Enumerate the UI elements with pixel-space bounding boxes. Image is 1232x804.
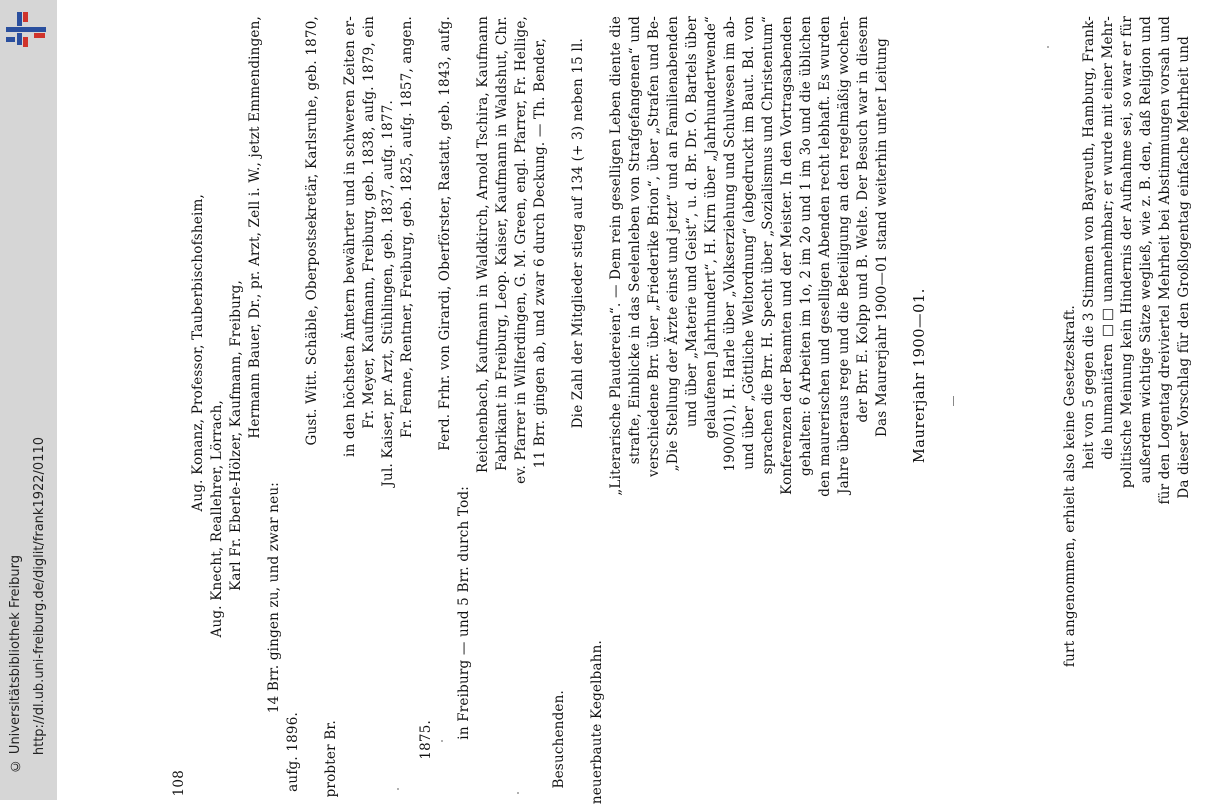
text-line: „Literarische Plaudereien“. — Dem rein geselligen Leben diente die [608,16,624,496]
list-item: Karl Fr. Eberle-Hölzer, Kaufmann, Freiburg, [228,280,244,591]
text-line: die humanitären □□ unannehmbar; er wurde mit einer Mehr- [1100,16,1116,460]
text-line: „Die Stellung der Ärzte einst und jetzt“ und an Familienabenden [665,16,681,472]
list-item: 1875. [418,720,434,760]
list-item: in den höchsten Ämtern bewährter und in schweren Zeiten er- [342,16,358,457]
library-logo [4,10,48,50]
text-line: außerdem wichtige Sätze wegließ, wie z. B. den, daß Religion und [1138,16,1154,484]
text-line: neuerbaute Kegelbahn. [589,640,605,804]
text-line: Fabrikant in Freiburg, Leop. Kaiser, Kaufmann in Waldshut, Chr. [494,16,510,471]
text-line: den maurerischen und geselligen Abenden recht lebhaft. Es wurden [817,16,833,497]
section-heading: Maurerjahr 1900—01. [912,288,928,464]
text-line: Besuchenden. [551,690,567,789]
text-line: politische Meinung kein Hindernis der Aufnahme sei, so war er für [1119,16,1135,489]
text-line: heit von 5 gegen die 3 Stimmen von Bayreuth, Hamburg, Frank- [1081,16,1097,470]
scan-speck [1047,46,1049,48]
text-line: Die Zahl der Mitglieder stieg auf 134 (+ 3) neben 15 ll. [570,38,586,429]
text-line: sprachen die Brr. H. Specht über „Sozialismus und Christentum“ [760,16,776,475]
list-item: Fr. Meyer, Kaufmann, Freiburg, geb. 1838, aufg. 1879, ein [361,16,377,429]
list-item: Ferd. Frhr. von Girardi, Oberförster, Rastatt, geb. 1843, aufg. [437,16,453,451]
scan-speck [517,792,519,794]
list-item: Jul. Kaiser, pr. Arzt, Stühlingen, geb. 1837, aufg. 1877. [380,100,396,487]
text-line: und über „Göttliche Weltordnung“ (abgedruckt im Baut. Bd. von [741,16,757,470]
text-line: der Brr. E. Kolpp und B. Welte. Der Besuch war in diesem [855,16,871,423]
text-line: gelaufenen Jahrhundert“, H. Kirn über „Jahrhundertwende“ [703,16,719,439]
text-line: furt angenommen, erhielt also keine Gesetzeskraft. [1062,305,1078,668]
text-line: 1900/01), H. Harle über „Volkserziehung und Schulwesen im ab- [722,16,738,472]
list-item: Gust. Witt. Schäble, Oberpostsekretär, Karlsruhe, geb. 1870, [304,16,320,446]
list-item: Aug. Knecht, Reallehrer, Lörrach, [209,400,225,638]
list-item: probter Br. [323,720,339,798]
list-item: Aug. Konanz, Professor, Tauberbischofsheim, [190,194,206,512]
text-line: und über „Materie und Geist“, u. d. Br. Dr. O. Bartels über [684,16,700,428]
list-item: Hermann Bauer, Dr., pr. Arzt, Zell i. W., jetzt Emmendingen, [247,16,263,439]
copyright-notice: © Universitätsbibliothek Freiburg [8,555,23,774]
list-item: Fr. Fenne, Rentner, Freiburg, geb. 1825, aufg. 1857, angen. [399,16,415,439]
scan-speck [397,788,399,790]
text-line: 11 Brr. gingen ab, und zwar 6 durch Deckung. — Th. Bender, [532,38,548,469]
separator-mark [953,396,954,406]
page-number: 108 [171,770,187,797]
text-line: gehalten: 6 Arbeiten im 1o, 2 im 2o und 1 im 3o und die üblichen [798,16,814,476]
text-line: verschiedene Brr. über „Friederike Brion“, über „Strafen und Be- [646,16,662,477]
text-line: Konferenzen der Beamten und der Meister. In den Vortragsabenden [779,16,795,495]
text-line: Jahre überaus rege und die Beteiligung an den regelmäßig wochen- [836,16,852,494]
text-line: Reichenbach, Kaufmann in Waldkirch, Arnold Tschira, Kaufmann [475,16,491,474]
text-line: strafte, Einblicke in das Seelenleben von Strafgefangenen“ und [627,16,643,465]
scan-speck [441,740,443,742]
text-line: für den Logentag dreiviertel Mehrheit bei Abstimmungen vorsah und [1157,16,1173,505]
text-line: 14 Brr. gingen zu, und zwar neu: [266,482,282,714]
text-line: Da dieser Vorschlag für den Großlogentag einfache Mehrheit und [1176,36,1192,499]
list-item: aufg. 1896. [285,712,301,792]
text-line: ev. Pfarrer in Wilferdingen, G. M. Green, engl. Pfarrer, Fr. Hellige, [513,16,529,484]
text-line: in Freiburg — und 5 Brr. durch Tod: [456,486,472,740]
scanned-page [57,0,1232,804]
source-url[interactable]: http://dl.ub.uni-freiburg.de/diglit/frank1922/0110 [32,437,47,756]
viewer-sidebar [0,0,57,800]
text-line: Das Maurerjahr 1900—01 stand weiterhin unter Leitung [874,38,890,437]
